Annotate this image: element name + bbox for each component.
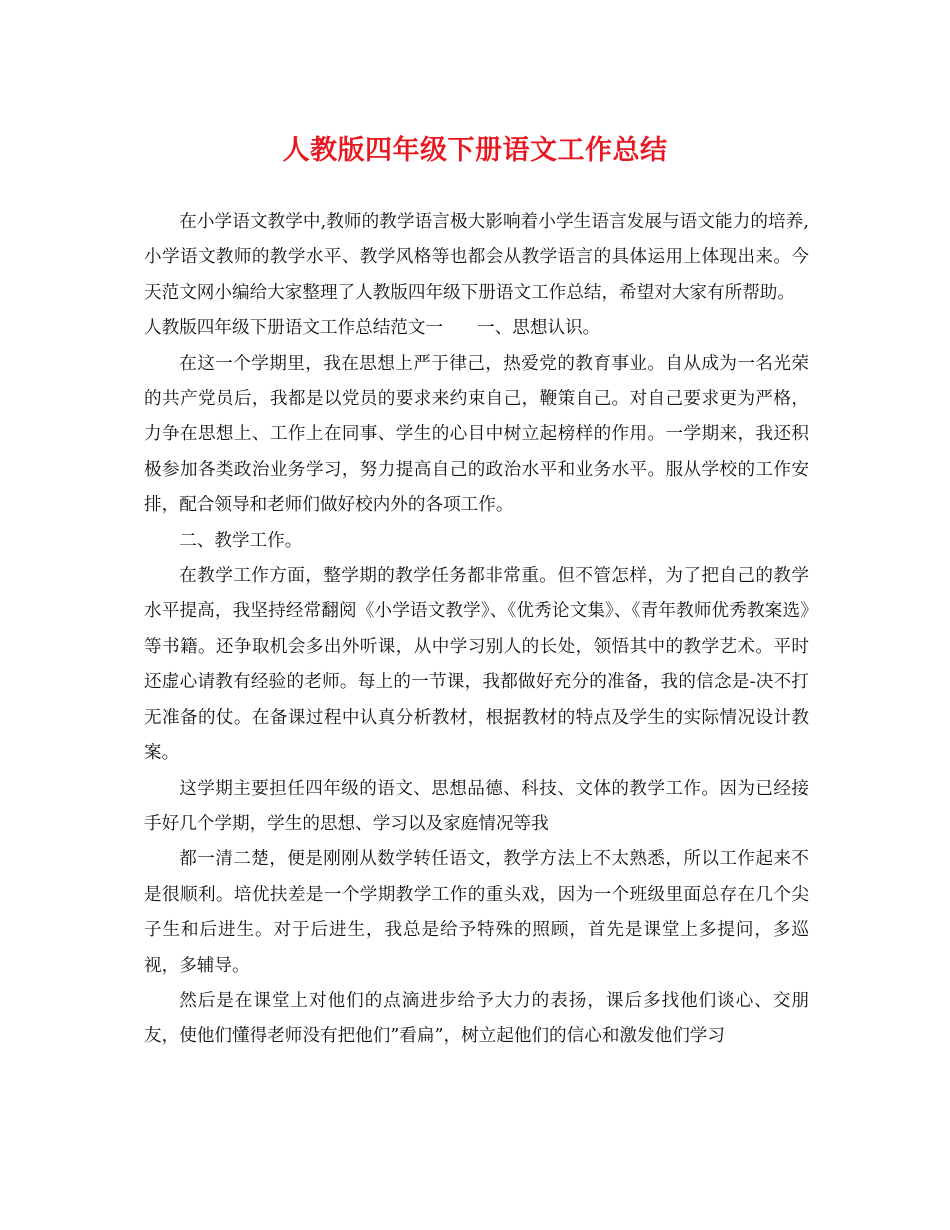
- section-heading-line: [144, 311, 809, 346]
- section-two-heading: 二、教学工作。: [179, 530, 303, 551]
- paragraph-ideology: 在这一个学期里，我在思想上严于律己，热爱党的教育事业。自从成为一名光荣的共产党员后，我都是以党员的要求来约束自己，鞭策自己。对自己要求更为严格，力争在思想上、工作上在同事、学生的心目中树立起榜样的作用。一学期来，我还积极参加各类政治业务学习，努力提高自己的政治水平和业务水平。服从学校的工作安排，配合领导和老师们做好校内外的各项工作。: [144, 353, 809, 516]
- paragraph-duties: 这学期主要担任四年级的语文、思想品德、科技、文体的教学工作。因为已经接手好几个学期，学生的思想、学习以及家庭情况等我: [144, 778, 809, 834]
- section-one-heading: 一、思想认识。: [477, 318, 601, 339]
- paragraph-encouragement: 然后是在课堂上对他们的点滴进步给予大力的表扬，课后多找他们谈心、交朋友，使他们懂得老师没有把他们”看扁”，树立起他们的信心和激发他们学习: [144, 990, 809, 1047]
- document-title: 人教版四年级下册语文工作总结: [282, 135, 668, 166]
- intro-paragraph: 在小学语文教学中,教师的教学语言极大影响着小学生语言发展与语文能力的培养,小学语文教师的教学水平、教学风格等也都会从教学语言的具体运用上体现出来。今天范文网小编给大家整理了人教版四年级下册语文工作总结，希望对大家有所帮助。: [144, 212, 809, 303]
- sample-heading: 人教版四年级下册语文工作总结范文一: [144, 318, 444, 339]
- paragraph-students: 都一清二楚，便是刚刚从数学转任语文，教学方法上不太熟悉，所以工作起来不是很顺利。培优扶差是一个学期教学工作的重头戏，因为一个班级里面总存在几个尖子生和后进生。对于后进生，我总是给予特殊的照顾，首先是课堂上多提问，多巡视，多辅导。: [144, 849, 809, 976]
- paragraph-teaching: 在教学工作方面，整学期的教学任务都非常重。但不管怎样，为了把自己的教学水平提高，我坚持经常翻阅《小学语文教学》、《优秀论文集》、《青年教师优秀教案选》等书籍。还争取机会多出外听课，从中学习别人的长处，领悟其中的教学艺术。平时还虚心请教有经验的老师。每上的一节课，我都做好充分的准备，我的信念是-决不打无准备的仗。在备课过程中认真分析教材，根据教材的特点及学生的实际情况设计教案。: [144, 566, 809, 764]
- document-body: [144, 205, 809, 1055]
